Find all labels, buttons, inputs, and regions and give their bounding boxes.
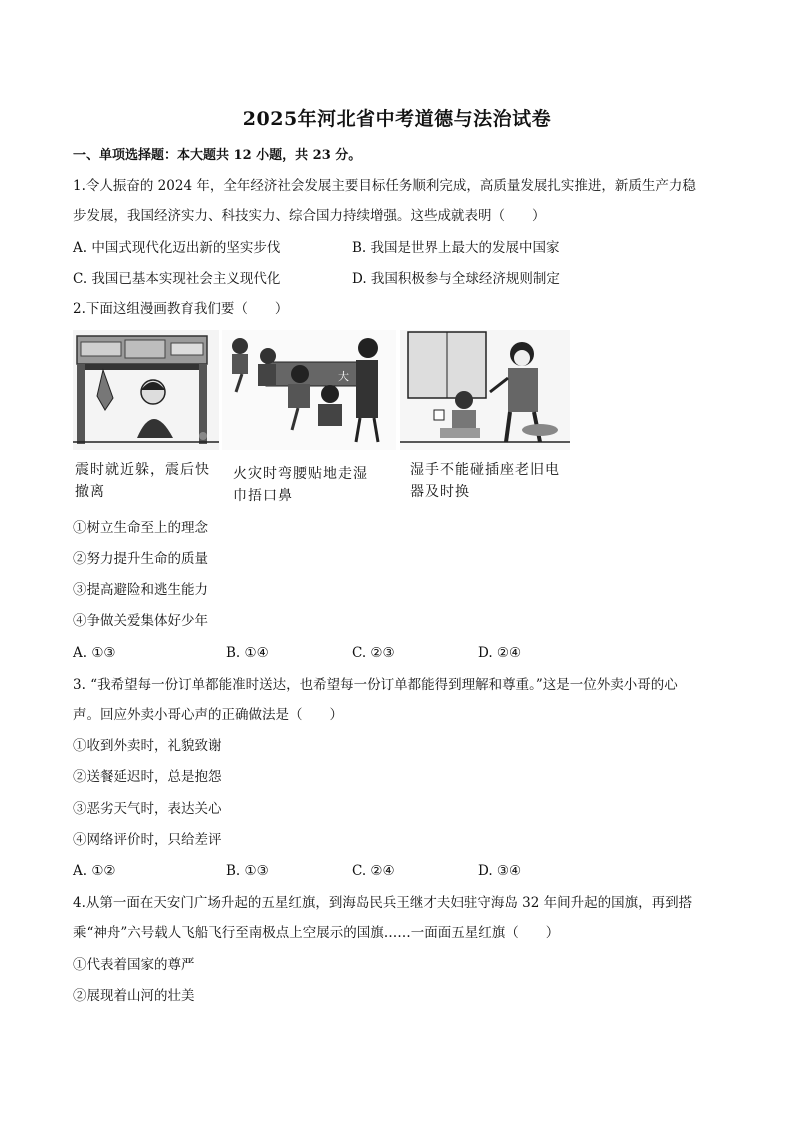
q3-option-c: C. ②④ [352,863,395,879]
q2-option-b: B. ①④ [226,645,269,661]
cartoon-caption-3: 湿手不能碰插座老旧电器及时换 [410,462,560,500]
q3-stem-line2: 声。回应外卖小哥心声的正确做法是（ ） [73,707,343,723]
q2-item-4: ④争做关爱集体好少年 [73,613,208,629]
q2-stem: 2.下面这组漫画教育我们要（ ） [73,301,289,317]
q3-option-a: A. ①② [73,863,116,879]
page-title: 2025年河北省中考道德与法治试卷 [242,108,552,130]
q1-option-b: B. 我国是世界上最大的发展中国家 [352,240,560,256]
cartoon-electric-safety [400,330,570,450]
q4-stem-line2: 乘“神舟”六号载人飞船飞行至南极点上空展示的国旗……一面面五星红旗（ ） [73,925,560,941]
q3-option-b: B. ①③ [226,863,269,879]
q1-option-d: D. 我国积极参与全球经济规则制定 [352,271,560,287]
q2-item-2: ②努力提升生命的质量 [73,551,208,567]
section-heading: 一、单项选择题：本大题共 12 小题，共 23 分。 [73,148,362,163]
cartoon-fire-escape [222,330,396,450]
q2-option-a: A. ①③ [73,645,116,661]
q1-option-c: C. 我国已基本实现社会主义现代化 [73,271,281,287]
q2-option-d: D. ②④ [478,645,522,661]
q3-item-4: ④网络评价时，只给差评 [73,832,222,848]
cartoon-caption-2: 火灾时弯腰贴地走湿巾捂口鼻 [233,466,368,504]
cartoon-earthquake [73,330,219,450]
q1-stem-line2: 步发展，我国经济实力、科技实力、综合国力持续增强。这些成就表明（ ） [73,208,546,224]
q4-item-1: ①代表着国家的尊严 [73,957,195,973]
q4-stem-line1: 4.从第一面在天安门广场升起的五星红旗，到海岛民兵王继才夫妇驻守海岛 32 年间升起的国旗，再到搭 [73,895,693,911]
cartoon-caption-1: 震时就近躲，震后快撤离 [75,462,210,500]
q3-stem-line1: 3. “我希望每一份订单都能准时送达，也希望每一份订单都能得到理解和尊重。”这是一位外卖小哥的心 [73,677,678,693]
exit-sign-label: 大 [338,370,349,383]
q1-stem-line1: 1.令人振奋的 2024 年，全年经济社会发展主要目标任务顺利完成，高质量发展扎实推进，新质生产力稳 [73,178,696,194]
q4-item-2: ②展现着山河的壮美 [73,988,195,1004]
q2-item-1: ①树立生命至上的理念 [73,520,208,536]
q3-item-1: ①收到外卖时，礼貌致谢 [73,738,222,754]
q1-option-a: A. 中国式现代化迈出新的坚实步伐 [73,240,281,256]
q3-item-3: ③恶劣天气时，表达关心 [73,801,222,817]
q3-item-2: ②送餐延迟时，总是抱怨 [73,769,222,785]
q3-option-d: D. ③④ [478,863,522,879]
q2-option-c: C. ②③ [352,645,395,661]
q2-item-3: ③提高避险和逃生能力 [73,582,208,598]
